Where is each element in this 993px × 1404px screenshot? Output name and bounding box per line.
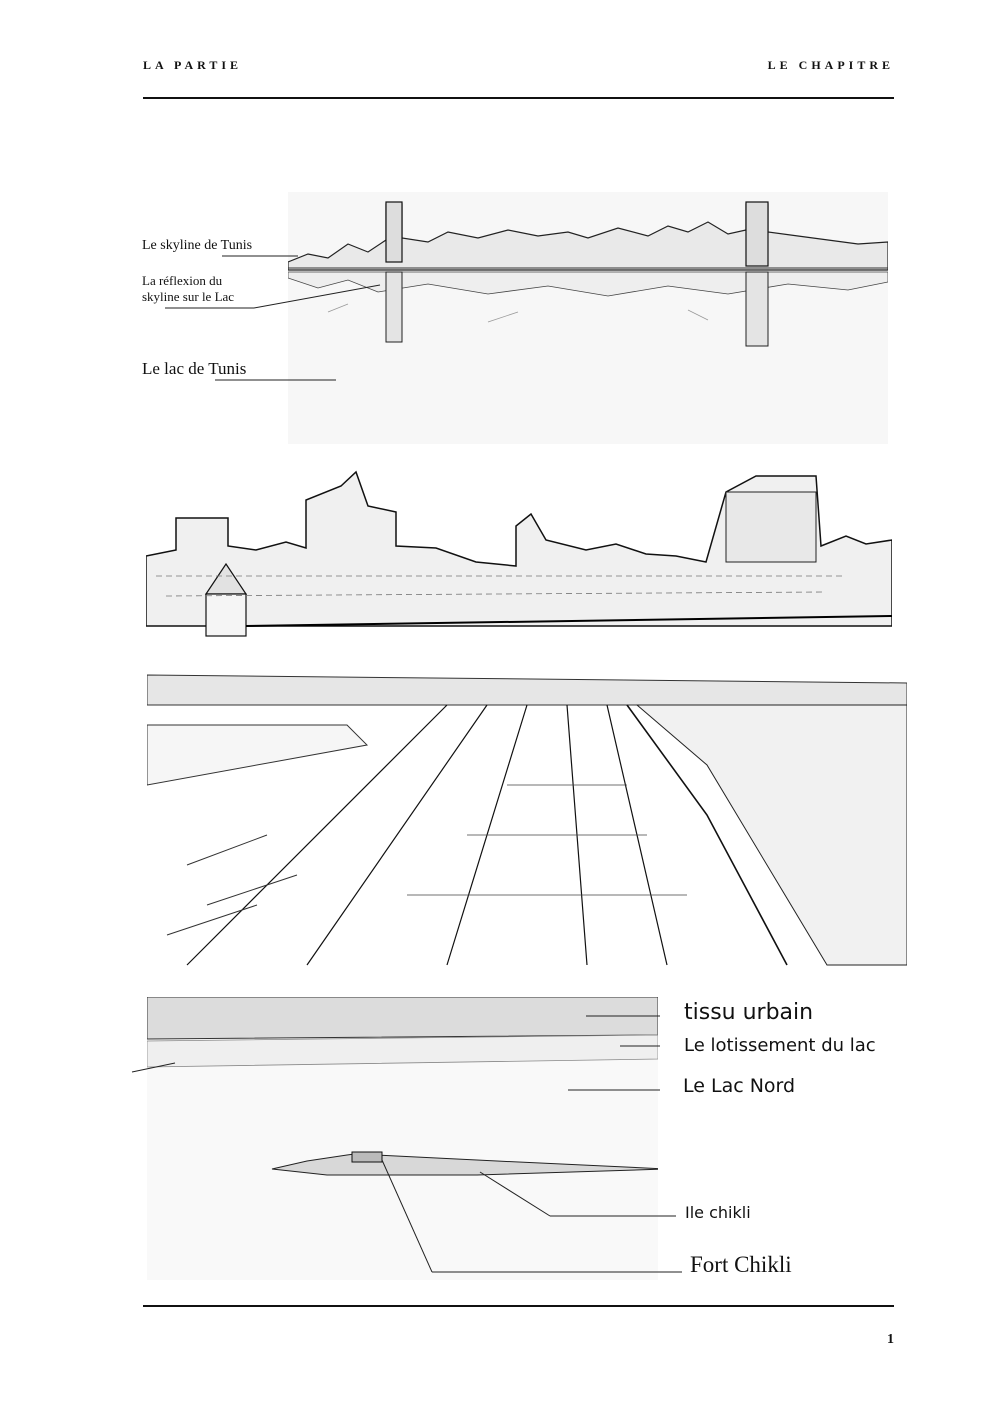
lake-label: Le lac de Tunis: [142, 359, 247, 378]
footer-rule: [143, 1305, 894, 1307]
lotissement-label: Le lotissement du lac: [684, 1035, 876, 1056]
lac-nord-label: Le Lac Nord: [683, 1075, 796, 1097]
ile-chikli-label: Ile chikli: [685, 1203, 751, 1222]
fort-chikli-label: Fort Chikli: [690, 1252, 792, 1277]
page-number: 1: [887, 1332, 894, 1347]
skyline-label: Le skyline de Tunis: [142, 238, 253, 253]
chapter-label: LE CHAPITRE: [767, 58, 894, 72]
part-label: LA PARTIE: [143, 58, 243, 72]
urban-fabric-label: tissu urbain: [684, 1000, 814, 1025]
reflection-label-line1: La réflexion du: [142, 273, 223, 288]
reflection-label-line2: skyline sur le Lac: [142, 289, 235, 304]
